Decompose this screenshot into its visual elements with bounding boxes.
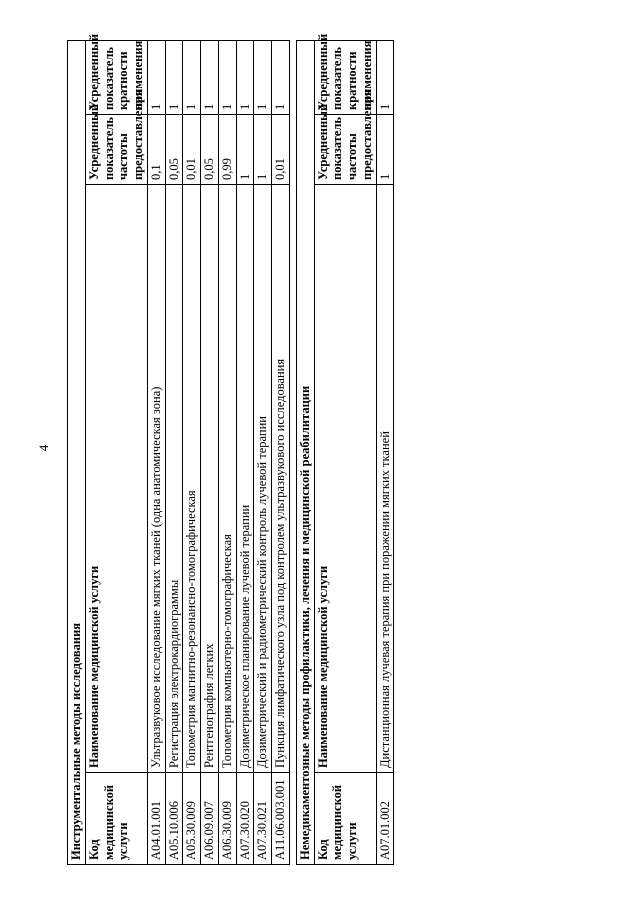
service-code: A05.10.006 [165,773,183,865]
multiplicity-value: 1 [165,41,183,115]
frequency-value: 0,99 [218,115,236,185]
header-frequency: Усредненный показатель частоты предоставления [85,115,147,185]
table-row [183,41,201,865]
table-row [236,41,254,865]
frequency-value: 0,05 [165,115,183,185]
header-multiplicity: Усредненный показатель кратности применения [314,41,376,115]
table-row [218,41,236,865]
service-code: A06.30.009 [218,773,236,865]
multiplicity-value: 1 [183,41,201,115]
service-code: A11.06.003.001 [272,773,290,865]
multiplicity-value: 1 [147,41,165,115]
service-name: Топометрия магнитно-резонансно-томографическая [183,185,201,773]
table-row [165,41,183,865]
table-row [272,41,290,865]
multiplicity-value: 1 [272,41,290,115]
multiplicity-value: 1 [236,41,254,115]
multiplicity-value: 1 [201,41,219,115]
frequency-value: 0,1 [147,115,165,185]
frequency-value: 0,01 [272,115,290,185]
section-title: Немедикаментозные методы профилактики, лечения и медицинской реабилитации [296,41,314,865]
service-code: A05.30.009 [183,773,201,865]
header-code: Код медицинской услуги [85,773,147,865]
table-row [201,41,219,865]
service-name: Дозиметрический и радиометрический контроль лучевой терапии [254,185,272,773]
header-frequency: Усредненный показатель частоты предоставления [314,115,376,185]
service-code: A06.09.007 [201,773,219,865]
service-name: Регистрация электрокардиограммы [165,185,183,773]
service-code: A07.30.021 [254,773,272,865]
section-title: Инструментальные методы исследования [68,41,86,865]
non-drug-methods-table [296,33,395,865]
table-row [147,41,165,865]
service-code: A07.01.002 [376,773,394,865]
rotated-page-content [67,33,467,865]
multiplicity-value: 1 [218,41,236,115]
header-name: Наименование медицинской услуги [314,185,376,773]
table-row [376,41,394,865]
service-name: Топометрия компьютерно-томографическая [218,185,236,773]
service-code: A07.30.020 [236,773,254,865]
table-row [254,41,272,865]
service-name: Дистанционная лучевая терапия при поражении мягких тканей [376,185,394,773]
service-name: Рентгенография легких [201,185,219,773]
frequency-value: 1 [254,115,272,185]
multiplicity-value: 1 [254,41,272,115]
page-number: 4 [36,444,51,452]
header-code: Код медицинской услуги [314,773,376,865]
frequency-value: 1 [236,115,254,185]
frequency-value: 0,01 [183,115,201,185]
frequency-value: 0,05 [201,115,219,185]
multiplicity-value: 1 [376,41,394,115]
header-name: Наименование медицинской услуги [85,185,147,773]
frequency-value: 1 [376,115,394,185]
instrumental-methods-table [67,33,290,865]
service-name: Ультразвуковое исследование мягких тканей (одна анатомическая зона) [147,185,165,773]
header-multiplicity: Усредненный показатель кратности применения [85,41,147,115]
service-name: Пункция лимфатического узла под контролем ультразвукового исследования [272,185,290,773]
service-name: Дозиметрическое планирование лучевой терапии [236,185,254,773]
service-code: A04.01.001 [147,773,165,865]
